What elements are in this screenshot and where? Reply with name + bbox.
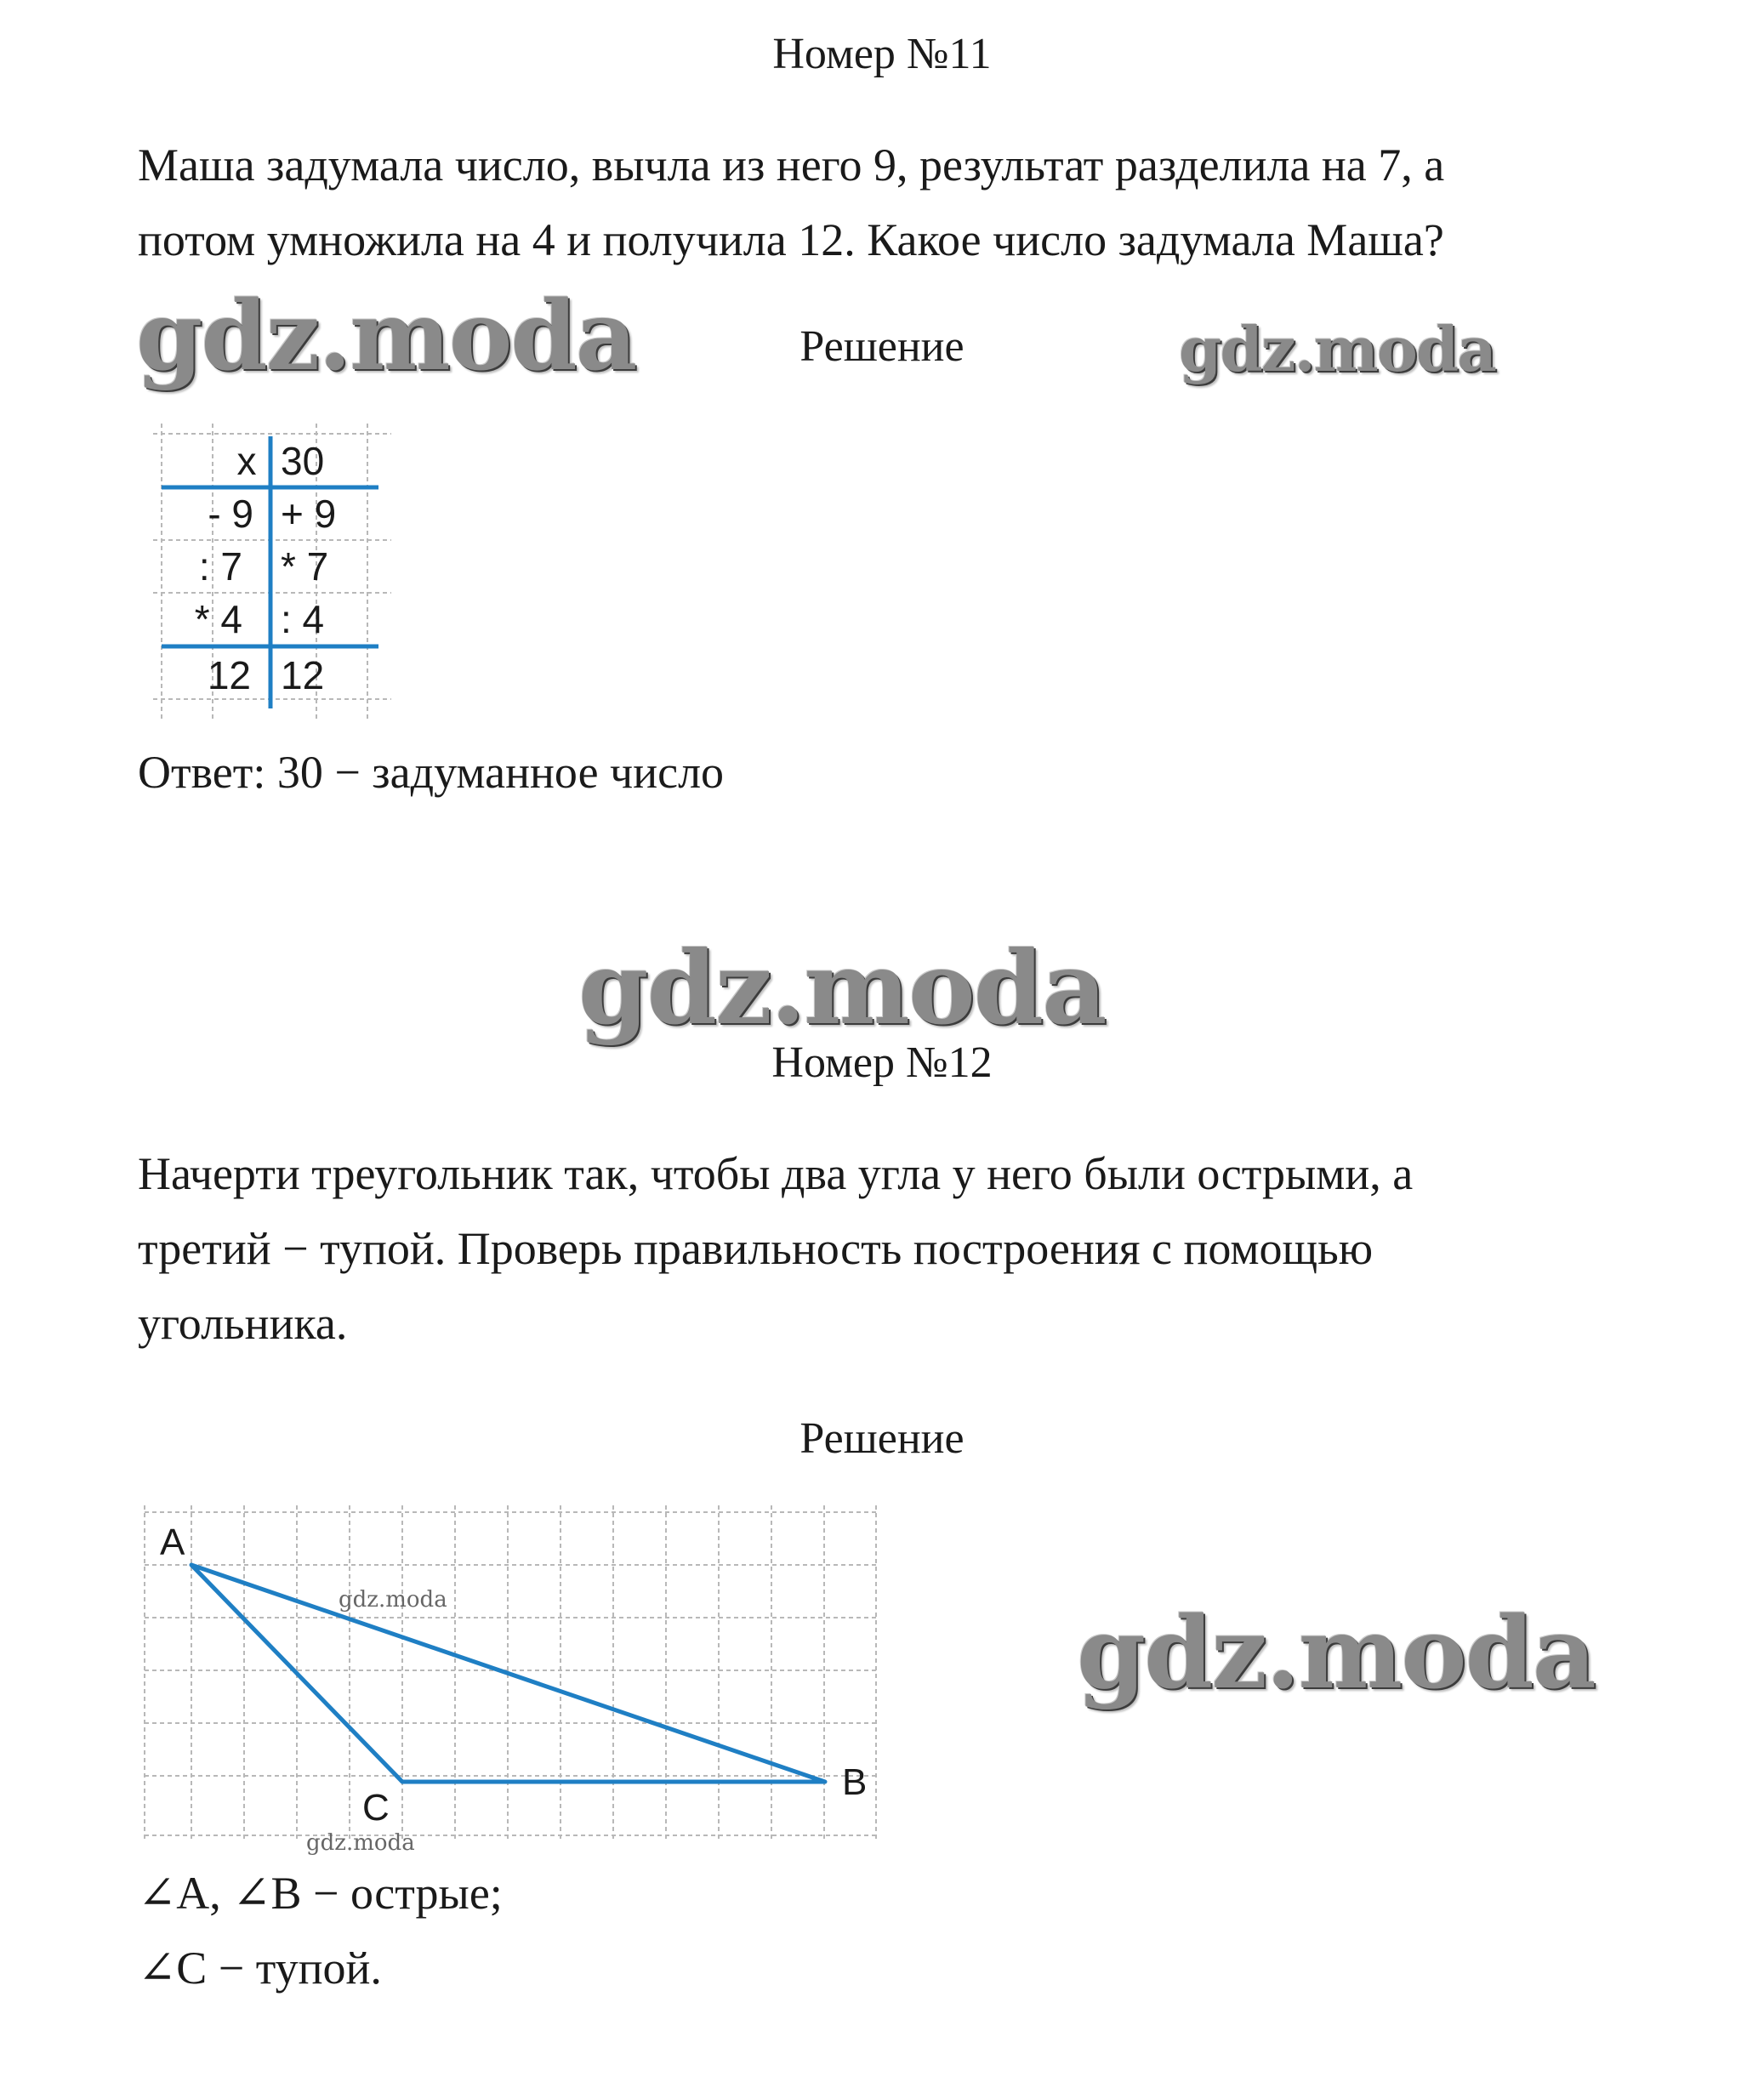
watermark: gdz.moda — [578, 929, 1106, 1047]
watermark: gdz.moda — [1179, 313, 1495, 385]
table-row-2-right: * 7 — [281, 544, 329, 589]
inverse-operations-table — [153, 424, 391, 721]
inverse-operations-grid — [153, 424, 391, 721]
table-header-right: 30 — [281, 439, 325, 483]
table-result-right: 12 — [281, 653, 325, 697]
problem-11-title: Номер №11 — [772, 30, 992, 78]
problem-12-text-line-1: Начерти треугольник так, чтобы два угла у него были острыми, а — [138, 1148, 1414, 1199]
table-row-2-left: : 7 — [198, 544, 242, 589]
problem-11-solution-label: Решение — [799, 322, 965, 371]
triangle-grid — [136, 1505, 885, 1863]
table-row-1-right: + 9 — [281, 492, 337, 536]
table-result-left: 12 — [207, 653, 251, 697]
watermark-small: gdz.moda — [306, 1830, 415, 1856]
problem-11-text-line-1: Маша задумала число, вычла из него 9, результат разделила на 7, а — [138, 139, 1445, 191]
problem-12-conclusion-line-2: ∠C − тупой. — [138, 1943, 382, 1994]
problem-11-text-line-2: потом умножила на 4 и получила 12. Какое число задумала Маша? — [138, 214, 1444, 265]
problem-12-conclusion-line-1: ∠A, ∠B − острые; — [138, 1868, 503, 1919]
problem-11-answer: Ответ: 30 − задуманное число — [138, 747, 725, 798]
table-row-3-left: * 4 — [194, 597, 242, 641]
problem-12-text-line-2: третий − тупой. Проверь правильность построения с помощью — [138, 1223, 1374, 1274]
vertex-b-label: B — [842, 1761, 868, 1803]
watermark-small: gdz.moda — [339, 1587, 447, 1613]
watermark: gdz.moda — [1077, 1596, 1595, 1711]
table-header-left: x — [236, 439, 257, 483]
vertex-c-label: C — [362, 1787, 390, 1829]
table-row-1-left: - 9 — [208, 492, 253, 536]
problem-12-text-line-3: угольника. — [138, 1298, 348, 1349]
triangle-figure — [136, 1505, 885, 1863]
watermark: gdz.moda — [136, 281, 636, 392]
table-row-3-right: : 4 — [281, 597, 325, 641]
vertex-a-label: A — [160, 1522, 185, 1563]
problem-12-solution-label: Решение — [799, 1414, 965, 1463]
problem-12-title: Номер №12 — [771, 1038, 993, 1087]
